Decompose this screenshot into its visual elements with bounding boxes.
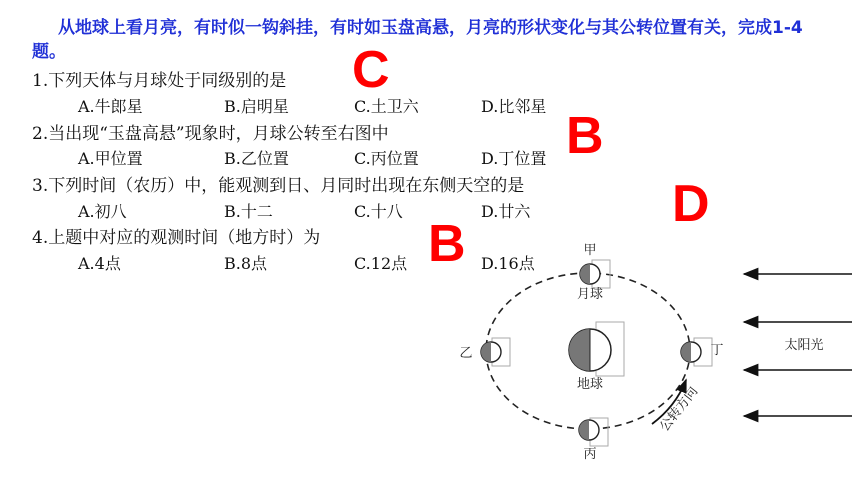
position-jia-label: 甲 xyxy=(583,243,597,258)
q1-option-a[interactable]: A.牛郎星 xyxy=(78,97,143,116)
intro-paragraph: 从地球上看月亮，有时似一钩斜挂，有时如玉盘高悬，月亮的形状变化与其公转位置有关，完成1-4题。 xyxy=(32,18,803,62)
question-4-stem: 4.上题中对应的观测时间（地方时）为 xyxy=(32,228,321,248)
q4-option-b[interactable]: B.8点 xyxy=(224,254,268,273)
answer-mark-3: D xyxy=(672,175,710,233)
moon-top-icon xyxy=(580,264,600,284)
q4-option-a[interactable]: A.4点 xyxy=(78,254,121,273)
position-bing-label: 丙 xyxy=(583,447,597,462)
q2-option-d[interactable]: D.丁位置 xyxy=(481,149,547,168)
q3-option-d[interactable]: D.廿六 xyxy=(481,202,531,221)
orbit-direction-label: 公转方向 xyxy=(657,384,702,435)
question-1-stem: 1.下列天体与月球处于同级别的是 xyxy=(32,71,287,91)
q3-option-a[interactable]: A.初八 xyxy=(78,202,127,221)
q2-option-c[interactable]: C.丙位置 xyxy=(354,149,419,168)
answer-mark-2: B xyxy=(566,107,604,165)
q2-option-b[interactable]: B.乙位置 xyxy=(224,149,289,168)
q3-option-c[interactable]: C.十八 xyxy=(354,202,403,221)
moon-left-icon xyxy=(481,342,501,362)
moon-label: 月球 xyxy=(576,287,604,302)
answer-mark-1: C xyxy=(352,41,390,99)
question-2-stem: 2.当出现“玉盘高悬”现象时，月球公转至右图中 xyxy=(32,124,389,144)
q4-option-d[interactable]: D.16点 xyxy=(481,254,535,273)
question-3-stem: 3.下列时间（农历）中，能观测到日、月同时出现在东侧天空的是 xyxy=(32,176,525,196)
moon-bottom-icon xyxy=(579,420,599,440)
q4-option-c[interactable]: C.12点 xyxy=(354,254,408,273)
q3-option-b[interactable]: B.十二 xyxy=(224,202,273,221)
position-ding-label: 丁 xyxy=(710,343,724,358)
q1-option-b[interactable]: B.启明星 xyxy=(224,97,289,116)
q1-option-d[interactable]: D.比邻星 xyxy=(481,97,547,116)
sunlight-label: 太阳光 xyxy=(784,338,824,353)
q2-option-a[interactable]: A.甲位置 xyxy=(78,149,143,168)
moon-right-icon xyxy=(681,342,701,362)
earth-label: 地球 xyxy=(576,377,604,392)
earth-icon xyxy=(569,329,611,371)
answer-mark-4: B xyxy=(428,215,466,273)
moon-orbit-diagram xyxy=(440,236,860,484)
q1-option-c[interactable]: C.土卫六 xyxy=(354,97,419,116)
position-yi-label: 乙 xyxy=(459,346,473,361)
